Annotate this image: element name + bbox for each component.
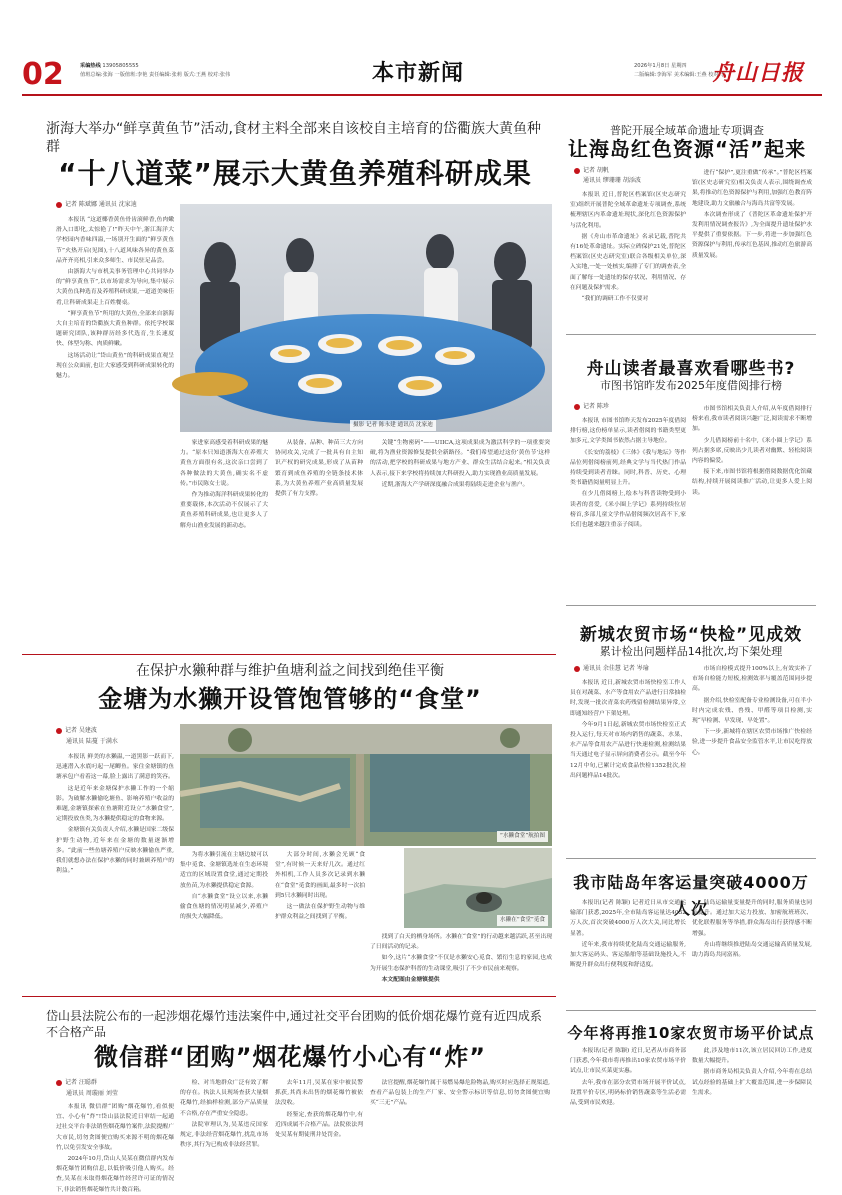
divider <box>566 605 816 606</box>
byline-icon <box>56 202 62 208</box>
story1-col3: 从装备、品种、种苗三大方向协同攻关,完成了一批具有自主知识产权的研究成果,形成了从苗种繁育到成鱼养殖的全链条技术体系,为大黄鱼养殖产业高质量发展提供了有力支撑。 <box>275 440 363 498</box>
story3-subheadline: 市图书馆昨发布2025年度借阅排行榜 <box>600 379 782 392</box>
story7-col1: 本报讯 微信群“团购”烟花爆竹,看似便宜、小心有“炸”!岱山县法院近日审结一起通过社交平台非法销售烟花爆竹案件,法院提醒广大市民,切勿贪图便宜购买来源不明的烟花爆竹,以免引发安全事故。 2024年10月,岱山人吴某在微信群内发布烟花爆竹团购信息,以低价吸引他人购买。经查,吴某在未取得烟花爆竹经营许可证的情况下,非法销售烟花爆竹共计数百箱。 <box>56 1104 174 1193</box>
byline-icon <box>574 666 580 672</box>
story7-rule <box>22 996 556 997</box>
issue-date: 2026年1月8日 星期四 <box>634 63 687 69</box>
story5-headline: 新城农贸市场“快检”见成效 <box>579 625 803 645</box>
story7-byline1: 记者 汪聪群 <box>56 1078 97 1088</box>
divider <box>566 1010 816 1011</box>
byline-icon <box>574 168 580 174</box>
story2-col2: 进行“保护”,更注重做“传承”。”普陀区档案馆(区史志研究室)相关负责人表示,围绕调查成果,将推动红色资源保护与利用,加强红色教育阵地建设,助力文旅融合与海岛共富等发展。 本次调查形成了《普陀区革命遗址保护开发利用情况调查报告》,为全面提升遗址保护水平提供了重要依据。下一步,将进一步加强红色资源保护与利用,传承红色基因,推动红色旅游高质量发展。 <box>692 170 812 259</box>
story8-col2: 此,涉及地市11次,该立居民回访工作,进度数量大幅提升。 据市商务局相关负责人介绍,今年将在总结试点经验的基础上扩大覆盖范围,进一步保障民生需求。 <box>692 1048 812 1096</box>
byline-icon <box>574 404 580 410</box>
divider <box>566 334 816 335</box>
story6-headline: 我市陆岛年客运量突破4000万人次 <box>573 873 809 918</box>
story1-kicker: 浙海大举办“鲜享黄鱼节”活动,食材主料全部来自该校自主培育的岱衢族大黄鱼种群 <box>46 121 541 155</box>
story1-headline: “十八道菜”展示大黄鱼养殖科研成果 <box>58 157 532 190</box>
story6-col1: 本报讯(记者 陈颖) 记者近日从市交通运输部门获悉,2025年,全市陆岛客运量达4032万人次,首次突破4000万人次大关,同比增长显著。 近年来,我市持续优化陆岛交通运输服务,加大客运码头、客运船舶等基础设施投入,不断提升群众出行便利度和舒适度。 <box>570 900 686 969</box>
story8-col1: 本报讯(记者 陈颖) 近日,记者从市商务部门获悉,今年我市将再推出10家农贸市场平价试点,让市民买菜更实惠。 去年,我市在部分农贸市场开展平价试点,设置平价专区,明码标价销售蔬菜等生活必需品,受到市民欢迎。 <box>570 1048 686 1107</box>
story3-byline: 记者 陈珍 <box>574 402 609 412</box>
story2-byline2: 通讯员 缪珊珊 胡添波 <box>583 177 641 184</box>
newspaper-logo: 舟山日报 <box>712 60 805 86</box>
story8-headline: 今年将再推10家农贸市场平价试点 <box>567 1024 815 1042</box>
story2-byline1: 记者 胡帆 <box>574 166 609 176</box>
story1-byline: 记者 陈斌娜 通讯员 沈家迪 <box>56 200 137 210</box>
credits-left: 值班总编:张海 一版值班:李艳 责任编辑:张莉 版式:王燕 校对:张伟 <box>80 72 231 78</box>
story4-headline: 金塘为水獭开设管饱管够的“食堂” <box>98 685 482 713</box>
story5-col2: 市场自检模式提升100%以上,有效实补了市场自检能力短板,检测效率与覆盖范围同步提高。 据介绍,快检室配备专业检测设备,可在半小时内完成农残、兽残、甲醛等项目检测,实现“早检测、早发现、早处置”。 下一步,新城将在辖区农贸市场推广快检经验,进一步提升食品安全监管水平,让市民吃得放心。 <box>692 666 812 756</box>
story4-rule <box>22 654 556 655</box>
story5-subheadline: 累计检出问题样品14批次,均下架处理 <box>599 645 783 658</box>
story3-col2: 市图书馆相关负责人介绍,从年度借阅排行榜来看,我市读者阅读兴趣广泛,阅读需求不断增加。 少儿借阅榜前十名中,《米小圈上学记》系列占据多席,反映出少儿读者对幽默、轻松阅读内容的偏爱。 接下来,市图书馆将根据借阅数据优化馆藏结构,持续开展阅读推广活动,让更多人爱上阅读。 <box>692 406 812 496</box>
story7-byline2: 通讯员 周璇丽 刘莹 <box>66 1090 118 1097</box>
story7-col2: 检、对当地群众广泛有效了解的存在。执法人员现场查获大量烟花爆竹,经抽样检测,部分产品质量不合格,存在严重安全隐患。 法院审理认为,吴某违反国家规定,非法经营烟花爆竹,扰乱市场秩序,其行为已构成非法经营罪。 <box>180 1080 268 1149</box>
banquet-photo <box>180 204 552 432</box>
byline-icon <box>56 728 62 734</box>
story4-byline2: 通讯员 陆蔓 于满水 <box>66 738 118 745</box>
story4-col4: 找到了白天的栖身场所。水獭在“食堂”的行动越来越活跃,甚至出现了日间活动的记录。 如今,这片“水獭食堂”不仅是水獭安心觅食、繁衍生息的家园,也成为开展生态保护科普的生动课堂,吸引了不少市民前来观察。 本文配图由金塘镇提供 <box>370 934 552 983</box>
story5-byline: 通讯员 余佳慧 记者 岑瑜 <box>574 664 649 674</box>
story7-col4: 法官提醒,烟花爆竹属于易燃易爆危险物品,购买时应选择正规渠道,查看产品包装上的生产厂家、安全警示标识等信息,切勿贪图便宜购买“三无”产品。 <box>370 1080 550 1107</box>
story7-col3: 去年11月,吴某在家中被民警抓获,其尚未出售的烟花爆竹被依法没收。 经鉴定,查获的烟花爆竹中,有近四成属不合格产品。法院依法判处吴某有期徒刑并处罚金。 <box>275 1080 363 1139</box>
story4-col1: 本报讯 鲜美的水獭温,一道黑影一跃而下,迅速潜入水底叼起一尾鲫鱼。家住金塘镇的鱼塘承包户看着这一幕,脸上露出了满意的笑容。 这是近年来金塘保护水獭工作的一个缩影。为破解水獭偷吃塘鱼、影响养殖户收益的难题,金塘镇探索在鱼塘附近设立“水獭食堂”,定期投放鱼类,为水獭提供稳定的食物来源。 金塘镇有关负责人介绍,水獭是国家二级保护野生动物,近年来在金塘的数量逐渐增多。“此前一些鱼塘养殖户反映水獭偷鱼严重,我们就想办法在保护水獭的同时兼顾养殖户的利益。” <box>56 754 174 875</box>
story7-headline: 微信群“团购”烟花爆竹小心有“炸” <box>93 1043 487 1071</box>
story6-col2: 陆岛运输量变量提升的同时,服务质量也同步提升。通过加大运力投放、加密航班班次、优化联程服务等举措,群众海岛出行获得感不断增强。 舟山将继续推进陆岛交通运输高质量发展,助力海岛共同富裕。 <box>692 900 812 959</box>
story4-photo2 <box>404 848 552 928</box>
section-title: 本市新闻 <box>372 60 465 86</box>
byline-icon <box>56 1080 62 1086</box>
story1-col1: 本报讯 “这道椰香黄鱼骨齿滚鲜香,鱼肉嫩滑入口即化,太惊艳了!”昨天中午,浙江海洋大学校园内香味四溢,一场别开生面的“鲜享黄鱼节”火热开启(见图),十八道风味各异的黄鱼菜品齐齐亮相,引来众多师生、市民驻足品尝。 由浙海大与市机关事务管理中心共同举办的“鲜享黄鱼节”,以市场需求为导向,集中展示大黄鱼良种选育及养殖科研成果,一道道美味佳肴,让科研成果走上百姓餐桌。 “鲜享黄鱼节”所用的大黄鱼,全部来自浙海大自主培育的岱衢族大黄鱼种群。依托学校课题研究团队,该种群历经多代选育,生长速度快、体型匀称、肉质鲜嫩。 这场活动让“岱山黄鱼”的科研成果直观呈现在公众面前,也让大家感受到科研成果转化的魅力。 <box>56 217 174 380</box>
story3-col1: 本报讯 市图书馆昨天发布2025年度借阅排行榜,这份榜单显示,读者借阅的书籍类型更加多元,文学类图书依然占据主导地位。 《长安的荔枝》《三体》《我与地坛》等作品位列借阅榜前列,经典文学与当代热门作品持续受到读者青睐。同时,科普、历史、心理类书籍借阅量明显上升。 在少儿借阅榜上,绘本与科普读物受到小读者的喜爱,《米小圈上学记》系列持续位居榜首,多部儿童文学作品借阅频次居高不下,家长们也越来越注重亲子阅读。 <box>570 418 686 529</box>
story7-kicker: 岱山县法院公布的一起涉烟花爆竹违法案件中,通过社交平台团购的低价烟花爆竹竟有近四成系不合格产品 <box>46 1009 542 1039</box>
page-header <box>22 55 822 95</box>
story4-byline1: 记者 吴建波 <box>56 726 97 736</box>
story4-col3: 大部分时间,水獭会光顾“食堂”,有时候一天来好几次。通过红外相机,工作人员多次记录到水獭在“食堂”觅食的画面,最多时一次拍到5只水獭同时出现。 这一做法在保护野生动物与维护群众利益之间找到了平衡。 <box>275 852 365 921</box>
credits-right: 二版编辑:李海军 美术编辑:王燕 校对:李 <box>634 72 726 78</box>
story1-photo-caption: 摄影 记者 陈永建 通讯员 沈家迪 <box>350 420 436 431</box>
story5-col1: 本报讯 近日,新城农贸市场快检室工作人员在对蔬菜、水产等食用农产品进行日常抽检时,发现一批次青菜农药残留检测结果异常,立即通知经营户下架处理。 今年9月1日起,新城农贸市场快检室正式投入运行,每天对市场内销售的蔬菜、水果、水产品等食用农产品进行快速检测,检测结果当天通过电子显示屏向消费者公示。截至今年12月中旬,已累计完成食品快检1352批次,检出问题样品14批次。 <box>570 680 686 779</box>
story2-kicker: 普陀开展全域革命遗址专项调查 <box>610 124 764 137</box>
story2-col1: 本报讯 近日,普陀区档案馆(区史志研究室)组织开展普陀全域革命遗址专项调查,系统梳理辖区内革命遗址现状,深化红色资源保护与活化利用。 据《舟山市革命遗址》名录记载,普陀共有16处革命遗址。实际立碑保护21处,普陀区档案馆(区史志研究室)联合各级相关单位,深入实地,一处一处核实,编排了专门的调查表,全面了解每一处遗址的保存状况、利用情况、存在问题及保护需求。 “我们的调研工作不仅要对 <box>570 192 686 303</box>
story2-headline: 让海岛红色资源“活”起来 <box>567 137 807 161</box>
page-number: 02 <box>22 57 64 92</box>
story1-photo <box>180 204 552 432</box>
header-rule <box>22 94 822 96</box>
hotline-label: 采编热线 <box>80 63 101 69</box>
story4-photo2-caption: 水獭在“食堂”觅食 <box>497 915 548 926</box>
story4-col2: 为将水獭引流在主塘边坡可以集中觅食、金塘镇选址在生态环境适宜的区域设置食堂,通过定期投放鱼苗,为水獭提供稳定食源。 自“水獭食堂”设立以来,水獭偷食鱼塘的情况明显减少,养殖户的损失大幅降低。 <box>180 852 268 921</box>
story4-photo1 <box>180 724 552 846</box>
hotline-number: 13905805555 <box>102 63 139 69</box>
story4-photo1-caption: “水獭食堂”航拍图 <box>497 831 548 842</box>
divider <box>566 858 816 859</box>
story4-kicker: 在保护水獭种群与维护鱼塘利益之间找到绝佳平衡 <box>136 663 444 679</box>
aerial-pond-photo <box>180 724 552 846</box>
story3-headline: 舟山读者最喜欢看哪些书? <box>586 359 796 379</box>
story1-col4: 关键“生物密码”——UIICA,这项成果成为激活科学的一项重要突破,将为渔业资源修复提供全新路径。“我们希望通过这份‘黄鱼节’这样的活动,把学校的科研成果与地方产业、群众生活结合起来。”相关负责人表示,接下来学校将持续加大科研投入,助力实现渔业高质量发展。 近期,浙海大产学研深度融合成果将陆续走进企业与渔户。 <box>370 440 550 488</box>
story1-col2: 家进家高感受着科研成果的魅力。“原本只知道浙海大在养殖大黄鱼方面很有名,这次亲口尝到了各种做法的大黄鱼,确实名不虚传。”市民陈女士说。 作为推动海洋科研成果转化的重要载体,本次活动不仅展示了大黄鱼养殖科研成果,也让更多人了解舟山渔业发展的新动态。 <box>180 440 268 529</box>
